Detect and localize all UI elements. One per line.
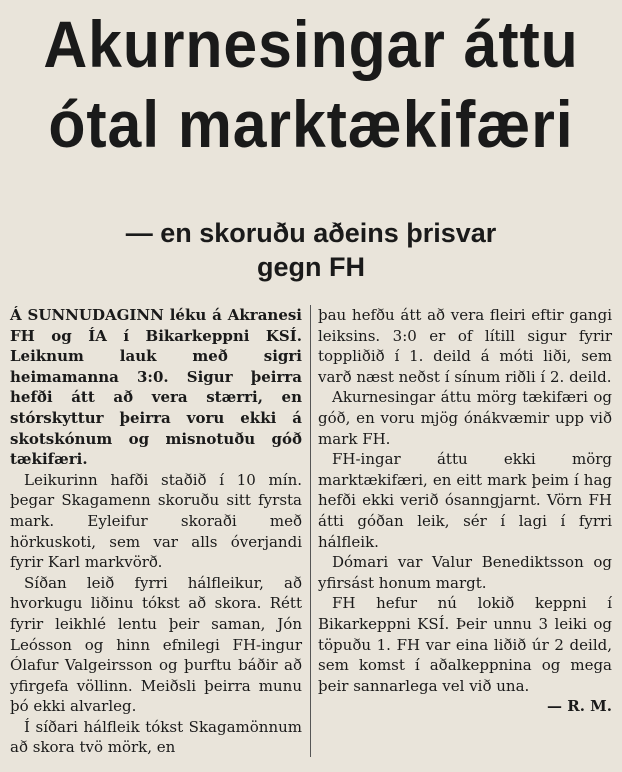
subheadline-line-2: gegn FH: [257, 252, 365, 282]
article-paragraph: FH-ingar áttu ekki mörg marktækifæri, en eitt mark þeim í hag hefði ekki verið ósanngjarnt. Vörn FH átti góðan leik, sér í lagi í fyrri hálfleik.: [318, 450, 612, 551]
headline-line-2: ótal marktækifæri: [48, 87, 574, 161]
subheadline-line-1: — en skoruðu aðeins þrisvar: [125, 218, 497, 248]
article-paragraph: FH hefur nú lokið keppni í Bikarkeppni KSÍ. Þeir unnu 3 leiki og töpuðu 1. FH var eina liðið úr 2 deild, sem komst í aðalkeppnina og mega þeir sannarlega vel við una.: [318, 594, 612, 695]
headline-line-1: Akurnesingar áttu: [43, 7, 579, 81]
article-column-left: [10, 305, 302, 758]
article-paragraph: Síðan leið fyrri hálfleikur, að hvorkugu liðinu tókst að skora. Rétt fyrir leikhlé lentu þeir saman, Jón Leósson og hinn efnilegi FH-ingur Ólafur Valgeirsson og þurftu báðir að yfirgefa völlinn. Meiðsli þeirra munu þó ekki alvarleg.: [10, 573, 302, 716]
column-divider: [310, 305, 311, 757]
article-paragraph: Leikurinn hafði staðið í 10 mín. þegar Skagamenn skoruðu sitt fyrsta mark. Eyleifur skoraði með hörkuskoti, sem var alls óverjandi fyrir Karl markvörð.: [10, 470, 302, 572]
subheadline: [0, 216, 622, 284]
author-signature: — R. M.: [547, 697, 612, 716]
article-paragraph: Í síðari hálfleik tókst Skagamönnum að skora tvö mörk, en: [10, 717, 302, 757]
article-paragraph: þau hefðu átt að vera fleiri eftir gangi leiksins. 3:0 er of lítill sigur fyrir toppliðið í 1. deild á móti liði, sem varð næst neðst í sínum riðli í 2. deild.: [318, 306, 612, 386]
headline: [25, 4, 597, 164]
article-paragraph: Á SUNNUDAGINN léku á Akranesi FH og ÍA í Bikarkeppni KSÍ. Leiknum lauk með sigri heimamanna 3:0. Sigur þeirra hefði átt að vera stærri, en stórskyttur þeirra voru ekki á skotskónum og misnotuðu góð tækifæri.: [10, 306, 302, 469]
article-paragraph: Dómari var Valur Benediktsson og yfirsást honum margt.: [318, 553, 612, 592]
article-paragraph: Akurnesingar áttu mörg tækifæri og góð, en voru mjög ónákvæmir upp við mark FH.: [318, 388, 612, 448]
article-column-right: [318, 305, 612, 717]
